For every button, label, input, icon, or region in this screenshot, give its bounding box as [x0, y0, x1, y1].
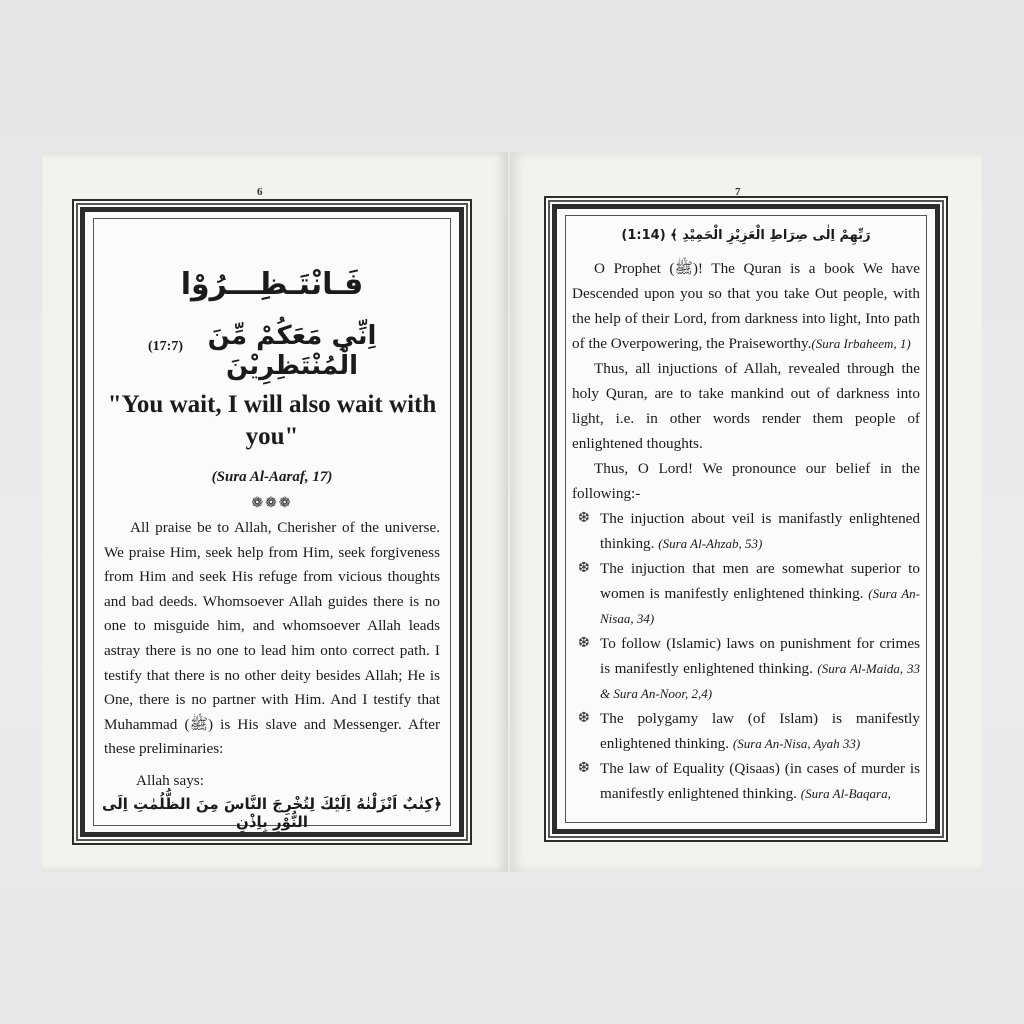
arabic-quote: ﴿كِتٰبٌ اَنْزَلْنٰهُ اِلَيْكَ لِتُخْرِجَ النَّاسَ مِنَ الظُّلُمٰتِ اِلَى النُّوْرِ بِاِذْنِ	[101, 795, 442, 831]
headline-citation: (Sura Al-Aaraf, 17)	[211, 469, 333, 485]
snowflake-bullet-icon: ❆	[578, 711, 590, 726]
body-text-right	[572, 256, 920, 806]
left-page-border	[80, 207, 464, 837]
headline: "You wait, I will also wait with you"	[107, 391, 437, 450]
belief-list	[572, 506, 920, 806]
right-page-border	[552, 204, 940, 834]
arabic-verse-continuation: رَبِّهِمْ اِلٰى صِرَاطِ الْعَزِيْزِ الْحَمِيْدِ ﴾ (1:14)	[621, 228, 871, 243]
list-item: ❆ The polygamy law (of Islam) is manifestly enlightened thinking. (Sura An-Nisa, Ayah 33)	[572, 706, 920, 756]
injunctions-paragraph: Thus, all injuctions of Allah, revealed through the holy Quran, are to take mankind out of darkness into light, i.e. in other words render them people of enlightened thoughts.	[572, 360, 920, 452]
praise-paragraph: All praise be to Allah, Cherisher of the universe. We praise Him, seek help from Him, seek forgiveness from Him and seek His refuge from vicious thoughts and bad deeds. Whomsoever Allah guides there is no one to misguide him, and whomsoever Allah leads astray there is no one to lead him onto correct path. I testify that there is no other deity besides Allah; He is One, there is no partner with Him. And I testify that Muhammad (ﷺ) is His slave and Messenger. After these preliminaries:	[104, 519, 440, 758]
arabic-heading: فَـانْتَـظِـــرُوْا	[180, 267, 364, 302]
list-item: ❆ The injuction that men are somewhat superior to women is manifestly enlightened thinking. (Sura An-Nisaa, 34)	[572, 556, 920, 631]
prophet-paragraph-citation: (Sura Irbaheem, 1)	[811, 336, 911, 351]
right-page-content	[565, 215, 927, 823]
allah-says-label: Allah says:	[136, 772, 204, 789]
prophet-paragraph-text: O Prophet (ﷺ)! The Quran is a book We have Descended upon you so that you take Out people, with the help of their Lord, from darkness into light, Into path of the Overpowering, the Praiseworthy.	[572, 260, 920, 352]
list-item: ❆ The law of Equality (Qisaas) (in cases of murder is manifestly enlightened thinking. (Sura Al-Baqara,	[572, 756, 920, 806]
ornament-divider: ❁❁❁	[251, 496, 293, 511]
list-item: ❆ The injuction about veil is manifastly enlightened thinking. (Sura Al-Ahzab, 53)	[572, 506, 920, 556]
prophet-paragraph	[572, 256, 920, 356]
page-number-left: 6	[257, 186, 263, 198]
verse-reference: (17:7)	[148, 339, 183, 354]
arabic-verse: اِنِّي مَعَكُمْ مِّنَ الْمُنْتَظِرِيْنَ	[207, 321, 377, 381]
left-page	[42, 152, 508, 872]
page-number-right: 7	[735, 186, 741, 198]
list-item: ❆ To follow (Islamic) laws on punishment for crimes is manifestly enlightened thinking. (Sura Al-Maida, 33 & Sura An-Noor, 2,4)	[572, 631, 920, 706]
right-page	[510, 152, 982, 872]
snowflake-bullet-icon: ❆	[578, 636, 590, 651]
snowflake-bullet-icon: ❆	[578, 761, 590, 776]
snowflake-bullet-icon: ❆	[578, 511, 590, 526]
body-text-left	[104, 516, 440, 762]
left-page-content	[93, 218, 451, 831]
snowflake-bullet-icon: ❆	[578, 561, 590, 576]
belief-intro: Thus, O Lord! We pronounce our belief in the following:-	[572, 460, 920, 502]
